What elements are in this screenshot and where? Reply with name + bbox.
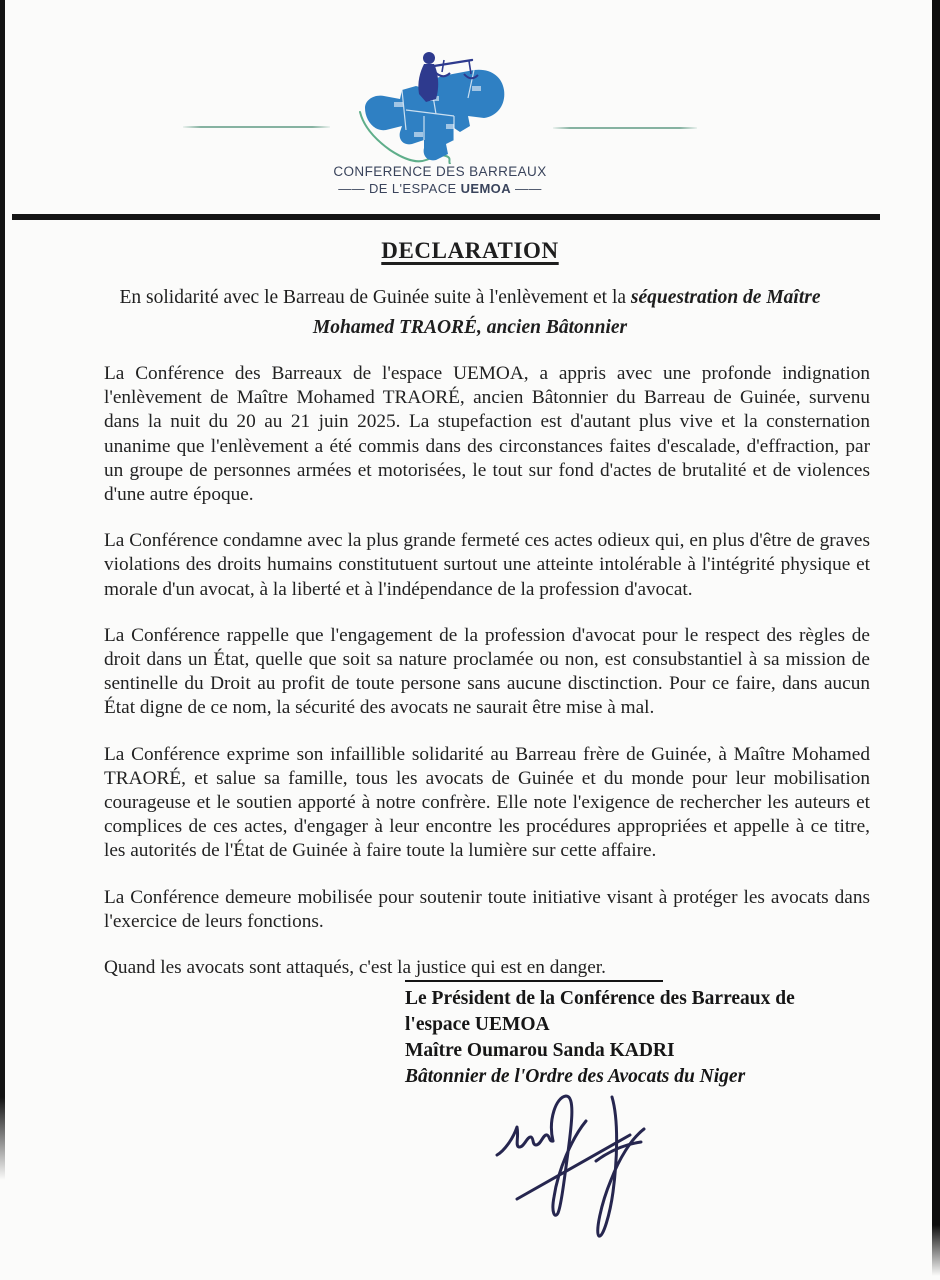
signature-rule bbox=[405, 980, 663, 982]
paragraph-4: La Conférence exprime son infaillible solidarité au Barreau frère de Guinée, à Maître Mohamed TRAORÉ, et salue sa famille, tous les avocats de Guinée et du monde pour leur mobilisation courageuse et le soutien apporté à notre confrère. Elle note l'exigence de rechercher les auteurs et complices de ces actes, d'engager à leur encontre les procédures appropriées et appelle à ce titre, les autorités de l'État de Guinée à faire toute la lumière sur cette affaire. bbox=[104, 743, 870, 862]
paragraph-1: La Conférence des Barreaux de l'espace UEMOA, a appris avec une profonde indignation l'enlèvement de Maître Mohamed TRAORÉ, ancien Bâtonnier du Barreau de Guinée, survenu dans la nuit du 20 au 21 juin 2025. La stupefaction est d'autant plus vive et la consternation unanime que l'enlèvement a été commis dans des circonstances faites d'escalade, d'effraction, par un groupe de personnes armées et motorisées, le tout sur fond d'actes de brutalité et de violences d'une autre époque. bbox=[104, 363, 870, 506]
photo-edge-left bbox=[0, 0, 5, 1180]
logo-caption-line1: CONFERENCE DES BARREAUX bbox=[333, 164, 547, 179]
caption-dash-right: —— bbox=[515, 181, 542, 196]
logo-caption bbox=[240, 163, 640, 197]
photo-edge-right bbox=[932, 0, 940, 1276]
subtitle-emphasis: séquestration de Maître Mohamed TRAORÉ, ancien Bâtonnier bbox=[312, 287, 821, 338]
document-body bbox=[104, 362, 870, 1002]
document-subtitle bbox=[80, 283, 860, 343]
signatory-name: Maître Oumarou Sanda KADRI bbox=[405, 1040, 675, 1061]
handwritten-signature bbox=[470, 1086, 665, 1254]
paragraph-2: La Conférence condamne avec la plus grande fermeté ces actes odieux qui, en plus d'être de graves violations des droits humains constitutuent surtout une atteinte intolérable à l'intégrité physique et morale d'un avocat, à la liberté et à l'indépendance de la profession d'avocat. bbox=[104, 530, 870, 600]
document-title: DECLARATION bbox=[381, 238, 559, 263]
signatory-role: Bâtonnier de l'Ordre des Avocats du Niger bbox=[405, 1066, 746, 1087]
caption-dash-left: —— bbox=[338, 181, 365, 196]
logo-caption-line2-bold: UEMOA bbox=[460, 181, 511, 196]
header-rule-right bbox=[553, 127, 697, 129]
paragraph-5: La Conférence demeure mobilisée pour soutenir toute initiative visant à protéger les avocats dans l'exercice de leurs fonctions. bbox=[104, 886, 870, 932]
paragraph-6: Quand les avocats sont attaqués, c'est la justice qui est en danger. bbox=[104, 957, 606, 979]
logo-caption-line2 bbox=[240, 180, 640, 197]
signature-block bbox=[405, 980, 855, 1090]
paragraph-3: La Conférence rappelle que l'engagement de la profession d'avocat pour le respect des règles de droit dans un État, quelle que soit sa nature proclamée ou non, est consubstantiel à sa mission de sentinelle du Droit au profit de toute persone sans aucune disctinction. Pour ce faire, dans aucun État digne de ce nom, la sécurité des avocats ne saurait être mise à mal. bbox=[104, 624, 870, 719]
uemoa-map-logo bbox=[356, 46, 516, 164]
header-divider-rule bbox=[12, 214, 880, 220]
subtitle-normal: En solidarité avec le Barreau de Guinée suite à l'enlèvement et la bbox=[119, 287, 631, 308]
header-rule-left bbox=[183, 126, 330, 128]
signatory-title-line1: Le Président de la Conférence des Barreaux de bbox=[405, 988, 795, 1009]
signatory-title-line2: l'espace UEMOA bbox=[405, 1014, 550, 1035]
logo-caption-line2-text: DE L'ESPACE bbox=[369, 181, 457, 196]
